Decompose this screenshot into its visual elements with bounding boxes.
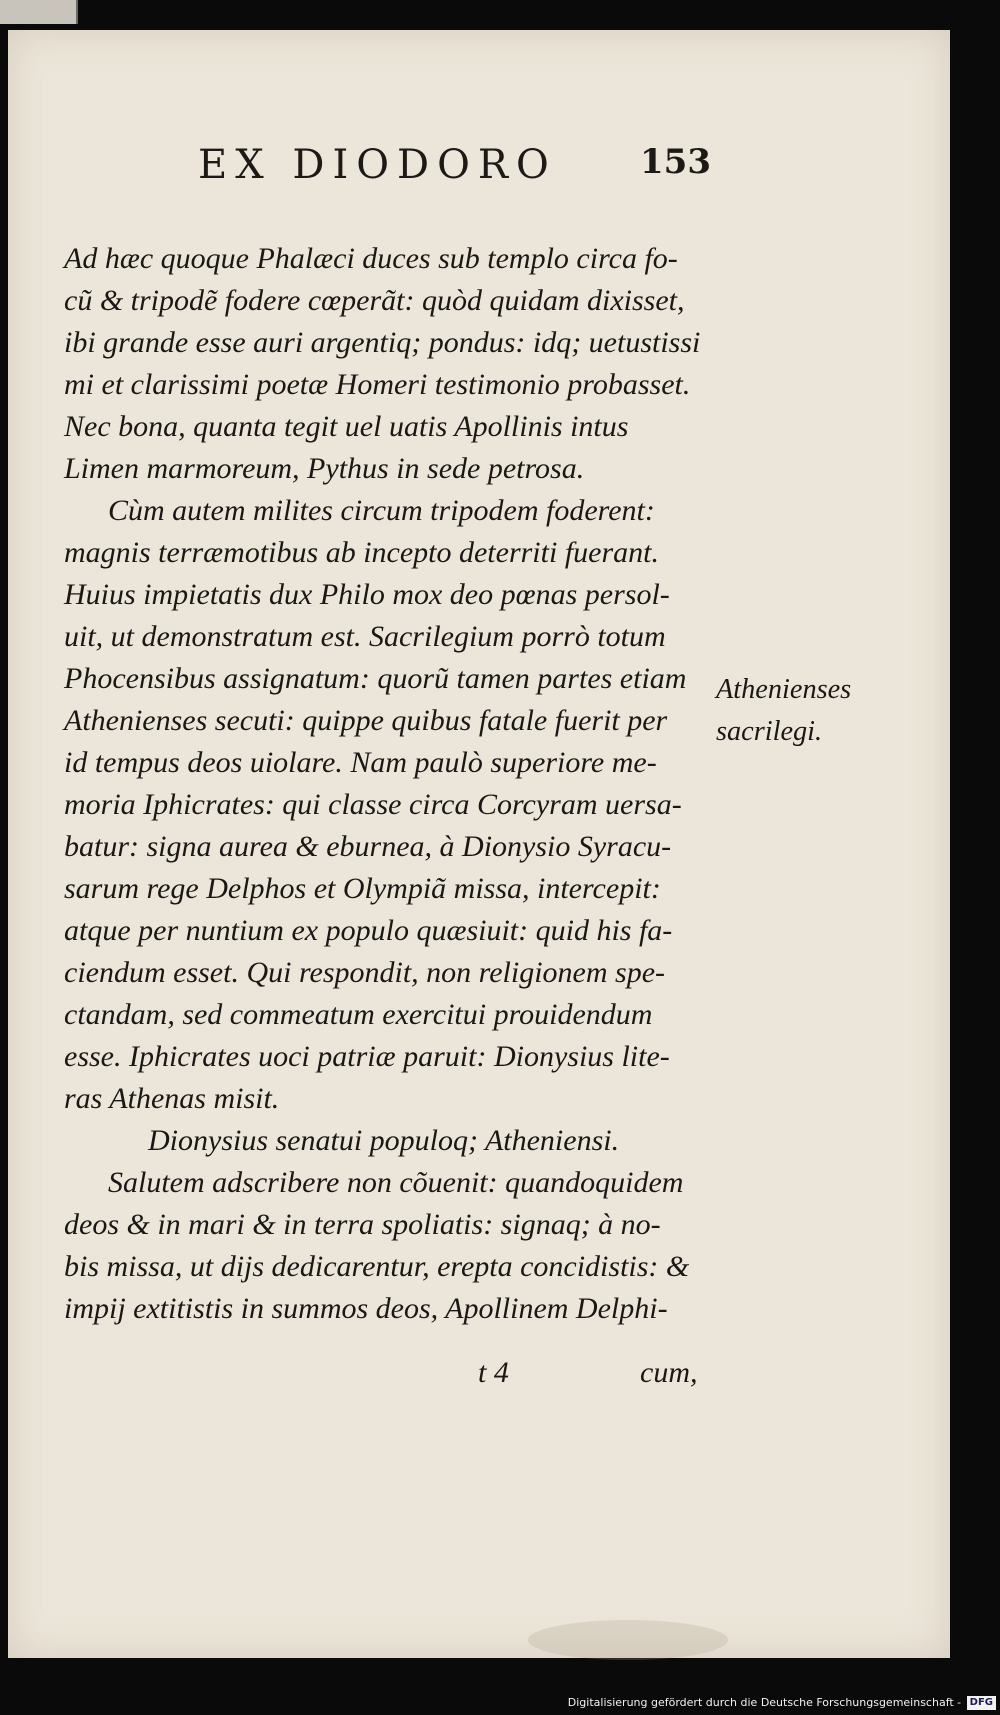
- folio-number: 153: [640, 142, 711, 182]
- text-line: uit, ut demonstratum est. Sacrilegium porrò totum: [64, 620, 666, 653]
- text-line: ibi grande esse auri argentiq; pondus: idq; uetustissi: [64, 326, 701, 359]
- text-line: Salutem adscribere non cõuenit: quandoquidem: [108, 1166, 684, 1199]
- text-line: Cùm autem milites circum tripodem foderent:: [108, 494, 655, 527]
- verse-line: Nec bona, quanta tegit uel uatis Apollinis intus: [64, 410, 629, 443]
- digitization-footer: [568, 1693, 996, 1713]
- catchword: cum,: [640, 1356, 698, 1389]
- text-line: bis missa, ut dijs dedicarentur, erepta concidistis: &: [64, 1250, 690, 1283]
- text-line: ctandam, sed commeatum exercitui prouidendum: [64, 998, 653, 1031]
- text-line: Phocensibus assignatum: quorũ tamen partes etiam: [64, 662, 687, 695]
- letter-heading: Dionysius senatui populoq; Atheniensi.: [148, 1124, 620, 1157]
- text-line: sarum rege Delphos et Olympiã missa, intercepit:: [64, 872, 661, 905]
- text-line: magnis terræmotibus ab incepto deterriti fuerant.: [64, 536, 659, 569]
- text-line: mi et clarissimi poetæ Homeri testimonio probasset.: [64, 368, 691, 401]
- text-line: atque per nuntium ex populo quæsiuit: quid his fa-: [64, 914, 673, 947]
- top-edge-tab: [0, 0, 78, 24]
- dfg-logo: DFG: [967, 1696, 996, 1710]
- footer-credit: Digitalisierung gefördert durch die Deutsche Forschungsgemeinschaft -: [567, 1696, 962, 1709]
- text-line: Ad hæc quoque Phalæci duces sub templo circa fo-: [64, 242, 678, 275]
- body-text: [64, 238, 714, 1330]
- text-line: esse. Iphicrates uoci patriæ paruit: Dionysius lite-: [64, 1040, 670, 1073]
- text-line: ciendum esset. Qui respondit, non religionem spe-: [64, 956, 666, 989]
- signature-mark: t 4: [478, 1356, 509, 1389]
- running-head-title: EX DIODORO: [198, 142, 557, 188]
- marginal-note-line: Athenienses: [716, 673, 852, 705]
- marginal-note: [716, 668, 926, 752]
- verse-line: Limen marmoreum, Pythus in sede petrosa.: [64, 452, 585, 485]
- text-line: moria Iphicrates: qui classe circa Corcyram uersa-: [64, 788, 682, 821]
- text-line: id tempus deos uiolare. Nam paulò superiore me-: [64, 746, 657, 779]
- paper-stain: [528, 1620, 728, 1660]
- book-page: [8, 30, 950, 1658]
- text-line: Athenienses secuti: quippe quibus fatale fuerit per: [64, 704, 668, 737]
- text-line: Huius impietatis dux Philo mox deo pœnas persol-: [64, 578, 670, 611]
- text-line: deos & in mari & in terra spoliatis: signaq; à no-: [64, 1208, 661, 1241]
- page-foot: [8, 1356, 950, 1396]
- text-line: batur: signa aurea & eburnea, à Dionysio Syracu-: [64, 830, 672, 863]
- text-line: impij extitistis in summos deos, Apollinem Delphi-: [64, 1292, 668, 1325]
- text-line: ras Athenas misit.: [64, 1082, 280, 1115]
- running-head: [8, 142, 950, 202]
- marginal-note-line: sacrilegi.: [716, 715, 823, 747]
- text-line: cũ & tripodẽ fodere cœperãt: quòd quidam dixisset,: [64, 284, 685, 317]
